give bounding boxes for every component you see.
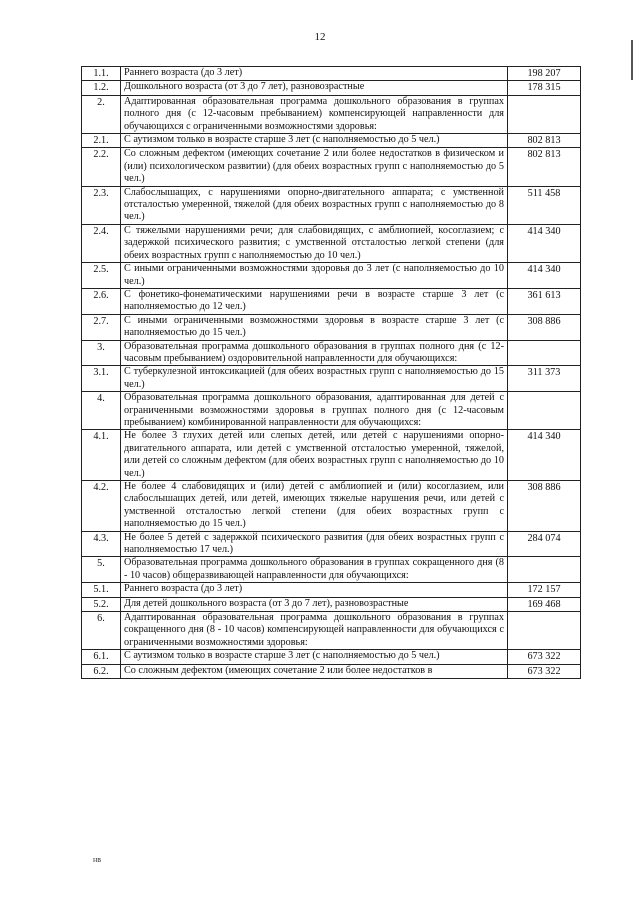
row-value: 178 315 xyxy=(508,81,581,95)
row-value: 673 322 xyxy=(508,650,581,664)
row-value: 284 074 xyxy=(508,531,581,557)
table-row xyxy=(82,650,581,664)
footer-mark: нв xyxy=(93,855,102,864)
row-description: Раннего возраста (до 3 лет) xyxy=(121,67,508,81)
table-row xyxy=(82,612,581,650)
row-number: 2.1. xyxy=(82,134,121,148)
row-number: 4. xyxy=(82,392,121,430)
table-row xyxy=(82,148,581,186)
row-value: 414 340 xyxy=(508,224,581,262)
row-description: Не более 5 детей с задержкой психического развития (для обеих возрастных групп с наполняемостью 17 чел.) xyxy=(121,531,508,557)
row-number: 1.1. xyxy=(82,67,121,81)
table-row xyxy=(82,186,581,224)
row-number: 2.4. xyxy=(82,224,121,262)
table-row xyxy=(82,288,581,314)
row-description: С тяжелыми нарушениями речи; для слабовидящих, с амблиопией, косоглазием; с задержкой психического развития; с умственной отсталостью легкой степени (для обеих возрастных групп с наполняемостью до 10 чел.) xyxy=(121,224,508,262)
row-value: 172 157 xyxy=(508,583,581,597)
table-row xyxy=(82,430,581,481)
row-value: 802 813 xyxy=(508,148,581,186)
row-value: 802 813 xyxy=(508,134,581,148)
row-number: 6. xyxy=(82,612,121,650)
table-row xyxy=(82,583,581,597)
row-description: С иными ограниченными возможностями здоровья до 3 лет (с наполняемостью до 10 чел.) xyxy=(121,263,508,289)
row-description: Адаптированная образовательная программа дошкольного образования в группах сокращенного дня (8 - 10 часов) компенсирующей направленности для обучающихся с ограниченными возможностями здоровья: xyxy=(121,612,508,650)
row-value: 311 373 xyxy=(508,366,581,392)
row-value xyxy=(508,340,581,366)
row-number: 3. xyxy=(82,340,121,366)
row-description: Слабослышащих, с нарушениями опорно-двигательного аппарата; с умственной отсталостью умеренной, тяжелой (для обеих возрастных групп с наполняемостью до 8 чел.) xyxy=(121,186,508,224)
row-number: 4.1. xyxy=(82,430,121,481)
row-value: 414 340 xyxy=(508,263,581,289)
row-description: Образовательная программа дошкольного образования, адаптированная для детей с ограниченными возможностями здоровья в группах полного дня (с 12-часовым пребыванием) комбинированной направленности для обучающихся: xyxy=(121,392,508,430)
row-value: 673 322 xyxy=(508,664,581,678)
row-number: 6.1. xyxy=(82,650,121,664)
table-row xyxy=(82,81,581,95)
row-number: 2.3. xyxy=(82,186,121,224)
row-number: 3.1. xyxy=(82,366,121,392)
table-row xyxy=(82,366,581,392)
row-number: 4.3. xyxy=(82,531,121,557)
tariff-table xyxy=(81,66,581,679)
row-value: 169 468 xyxy=(508,597,581,611)
row-number: 2.7. xyxy=(82,314,121,340)
row-value xyxy=(508,612,581,650)
row-value: 511 458 xyxy=(508,186,581,224)
row-description: Адаптированная образовательная программа дошкольного образования в группах полного дня (с 12-часовым пребыванием) компенсирующей направленности для обучающихся с ограниченными возможностями здоровья: xyxy=(121,95,508,133)
table-row xyxy=(82,95,581,133)
table-row xyxy=(82,392,581,430)
table-row xyxy=(82,224,581,262)
tariff-table-body xyxy=(82,67,581,679)
row-description: Со сложным дефектом (имеющих сочетание 2 или более недостатков в xyxy=(121,664,508,678)
row-description: Образовательная программа дошкольного образования в группах сокращенного дня (8 - 10 часов) общеразвивающей направленности для обучающихся: xyxy=(121,557,508,583)
row-value xyxy=(508,557,581,583)
row-number: 1.2. xyxy=(82,81,121,95)
row-number: 5.2. xyxy=(82,597,121,611)
row-description: Дошкольного возраста (от 3 до 7 лет), разновозрастные xyxy=(121,81,508,95)
table-row xyxy=(82,340,581,366)
row-description: С туберкулезной интоксикацией (для обеих возрастных групп с наполняемостью до 15 чел.) xyxy=(121,366,508,392)
row-description: Для детей дошкольного возраста (от 3 до 7 лет), разновозрастные xyxy=(121,597,508,611)
row-description: С иными ограниченными возможностями здоровья в возрасте старше 3 лет (с наполняемостью до 15 чел.) xyxy=(121,314,508,340)
row-number: 5. xyxy=(82,557,121,583)
row-value: 361 613 xyxy=(508,288,581,314)
row-number: 2.5. xyxy=(82,263,121,289)
row-description: С аутизмом только в возрасте старше 3 лет (с наполняемостью до 5 чел.) xyxy=(121,134,508,148)
table-row xyxy=(82,597,581,611)
table-row xyxy=(82,67,581,81)
row-description: Образовательная программа дошкольного образования в группах полного дня (с 12-часовым пребыванием) оздоровительной направленности для обучающихся: xyxy=(121,340,508,366)
row-value: 414 340 xyxy=(508,430,581,481)
row-value xyxy=(508,392,581,430)
page-number: 12 xyxy=(314,31,326,43)
row-value: 308 886 xyxy=(508,314,581,340)
row-number: 2.2. xyxy=(82,148,121,186)
row-number: 2. xyxy=(82,95,121,133)
row-value: 308 886 xyxy=(508,481,581,532)
row-number: 2.6. xyxy=(82,288,121,314)
row-number: 6.2. xyxy=(82,664,121,678)
table-row xyxy=(82,531,581,557)
row-description: Раннего возраста (до 3 лет) xyxy=(121,583,508,597)
row-value xyxy=(508,95,581,133)
row-description: С фонетико-фонематическими нарушениями речи в возрасте старше 3 лет (с наполняемостью до 12 чел.) xyxy=(121,288,508,314)
table-row xyxy=(82,134,581,148)
row-value: 198 207 xyxy=(508,67,581,81)
row-description: Не более 3 глухих детей или слепых детей, или детей с нарушениями опорно-двигательного аппарата, или детей с умственной отсталостью умеренной, тяжелой, или детей со сложным дефектом (для обеих возрастных групп с наполняемостью до 10 чел.) xyxy=(121,430,508,481)
row-description: Со сложным дефектом (имеющих сочетание 2 или более недостатков в физическом и (или) психологическом развитии) (для обеих возрастных групп с наполняемостью до 5 чел.) xyxy=(121,148,508,186)
scan-edge-mark xyxy=(631,40,633,80)
table-row xyxy=(82,263,581,289)
row-description: С аутизмом только в возрасте старше 3 лет (с наполняемостью до 5 чел.) xyxy=(121,650,508,664)
table-row xyxy=(82,664,581,678)
table-row xyxy=(82,481,581,532)
table-row xyxy=(82,557,581,583)
row-number: 5.1. xyxy=(82,583,121,597)
table-row xyxy=(82,314,581,340)
row-description: Не более 4 слабовидящих и (или) детей с амблиопией и (или) косоглазием, или слабослышащих детей, или детей, имеющих тяжелые нарушения речи, или детей с умственной отсталостью легкой степени (для обеих возрастных групп с наполняемостью до 15 чел.) xyxy=(121,481,508,532)
row-number: 4.2. xyxy=(82,481,121,532)
